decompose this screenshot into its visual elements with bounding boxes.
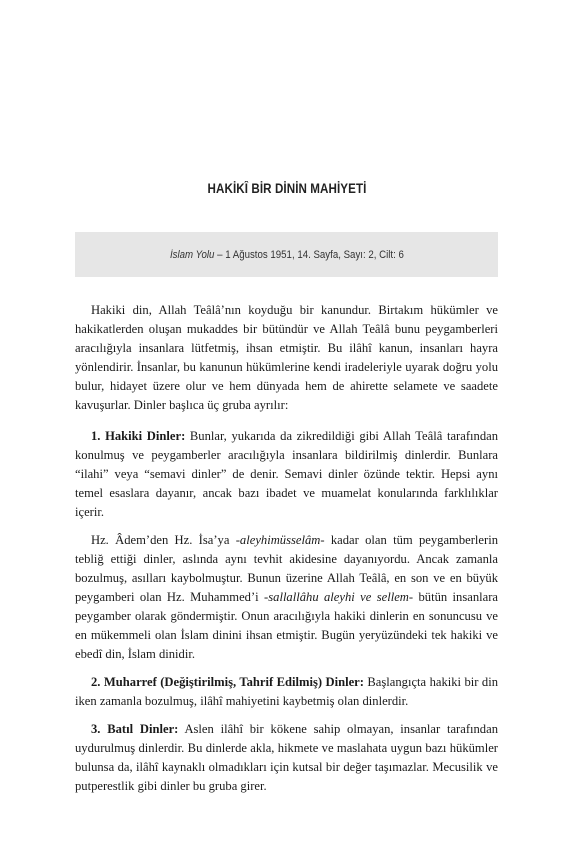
text-adem-3: bütün insanlara peygamber olarak göndermiştir. Onun aracılığıyla hakiki dinlerin en sonuncusu ve en mükemmeli olan İslam dinini ihsan etmiştir. Bugün yeryüzündeki tek hakiki ve ebedî din, İslam dinidir. xyxy=(75,590,498,661)
paragraph-batil-dinler xyxy=(75,720,498,796)
italic-aleyhimusselam: -aleyhimüsselâm- xyxy=(235,533,325,547)
text-adem-2: kadar olan tüm peygamberlerin tebliğ ettiği dinler, aslında aynı tevhit akidesine dayanıyordu. Ancak zamanla bozulmuş, asılları kaybolmuştur. Bunun üzerine Allah Teâlâ, en son ve en büyük peygamberi olan Hz. Muhammed’i xyxy=(75,533,498,604)
text-hakiki-dinler: Bunlar, yukarıda da zikredildiği gibi Allah Teâlâ tarafından konulmuş ve peygamberler aracılığıyla insanlara bildirilmiş dinlerdir. Bunlara “ilahi” veya “semavi dinler” de denir. Semavi dinler özünde tektir. Hepsi aynı temel esaslara dayanır, ancak bazı ibadet ve muamelat konularında farklılıklar içerir. xyxy=(75,429,499,519)
italic-sallallahu: -sallallâhu aleyhi ve sellem- xyxy=(264,590,414,604)
source-journal: İslam Yolu xyxy=(169,248,215,261)
heading-batil-dinler: 3. Batıl Dinler: xyxy=(91,722,179,736)
page-title: HAKİKÎ BİR DİNİN MAHİYETİ xyxy=(207,181,367,196)
text-muharref-dinler: Başlangıçta hakiki bir din iken zamanla bozulmuş, ilâhî mahiyetini kaybetmiş olan dinlerdir. xyxy=(75,675,498,708)
paragraph-adem xyxy=(75,531,498,664)
paragraph-muharref-dinler xyxy=(75,673,498,711)
paragraph-intro: Hakiki din, Allah Teâlâ’nın koyduğu bir kanundur. Birtakım hükümler ve hakikatlerden oluşan mukaddes bir bütündür ve Allah Teâlâ bunu peygamberleri aracılığıyla insanlara lütfetmiş, ihsan etmiştir. Bu ilâhî kanun, insanları hayra yönlendirir. İnsanlar, bu kanunun hükümlerine kendi iradeleriyle uyarak doğru yolu bulur, hidayet üzere olur ve hem dünyada hem de ahirette selamete ve saadete kavuşurlar. Dinler başlıca üç gruba ayrılır: xyxy=(75,303,498,412)
source-citation xyxy=(170,249,404,261)
paragraph-hakiki-dinler xyxy=(75,427,498,522)
text-batil-dinler: Aslen ilâhî bir kökene sahip olmayan, insanlar tarafından uydurulmuş dinlerdir. Bu dinlerde akla, hikmete ve maslahata uygun bazı hükümler bulunsa da, ilâhî kaynaklı olmadıkları için kutsal bir değer taşımazlar. Mecusilik ve putperestlik gibi dinler bu gruba girer. xyxy=(75,722,498,793)
article-body xyxy=(75,301,498,805)
source-citation-box xyxy=(75,232,498,277)
heading-muharref-dinler: 2. Muharref (Değiştirilmiş, Tahrif Edilmiş) Dinler: xyxy=(91,675,364,689)
heading-hakiki-dinler: 1. Hakiki Dinler: xyxy=(91,429,186,443)
source-details: – 1 Ağustos 1951, 14. Sayfa, Sayı: 2, Cilt: 6 xyxy=(214,248,404,261)
text-adem-1: Hz. Âdem’den Hz. İsa’ya xyxy=(91,533,236,547)
